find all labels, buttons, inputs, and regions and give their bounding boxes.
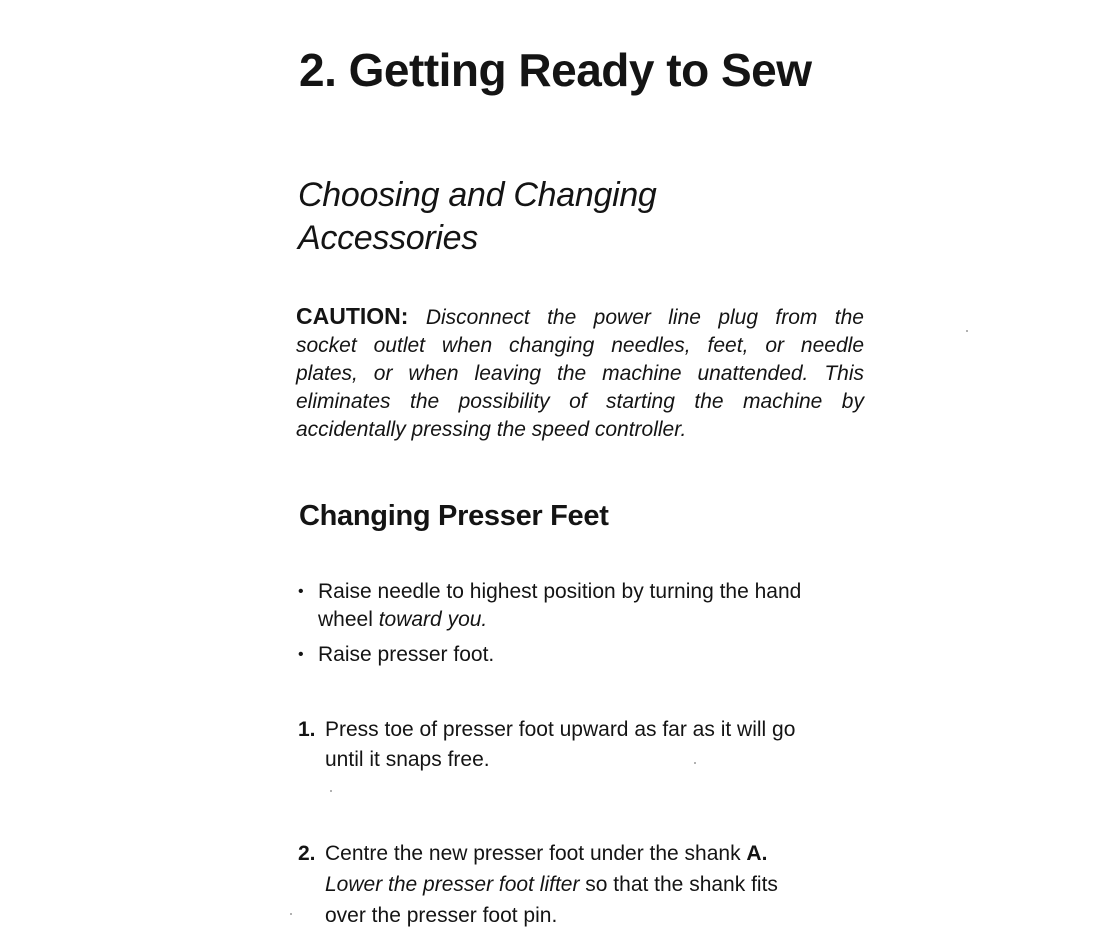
bullet-text-line: Raise presser foot.	[318, 643, 495, 666]
caution-line: accidentally pressing the speed controller.	[296, 418, 687, 441]
caution-line	[296, 302, 864, 332]
section-title	[298, 174, 657, 260]
scan-speck	[694, 762, 696, 764]
bullet-text-italic: toward you.	[378, 608, 488, 631]
bullet-item	[298, 641, 494, 669]
subsection-title: Changing Presser Feet	[299, 500, 609, 532]
caution-label: CAUTION:	[296, 303, 409, 329]
bullet-marker: •	[298, 583, 304, 600]
scan-speck	[290, 913, 292, 915]
step-number: 1.	[298, 718, 316, 741]
step-number: 2.	[298, 842, 316, 865]
step-text-line: Press toe of presser foot upward as far as it will go	[325, 718, 796, 741]
step-text-italic: Lower the presser foot lifter	[325, 873, 580, 896]
bullet-marker: •	[298, 646, 304, 663]
step-text-line	[298, 869, 778, 900]
step-text-plain: Centre the new presser foot under the shank	[325, 842, 747, 865]
bullet-text-plain: wheel	[318, 608, 379, 631]
shank-reference: A.	[746, 842, 768, 865]
caution-paragraph	[296, 302, 864, 444]
bullet-text-line	[298, 606, 801, 634]
step-text-line: over the presser foot pin.	[325, 904, 558, 927]
caution-line: eliminates the possibility of starting the machine by	[296, 390, 864, 413]
bullet-item	[298, 578, 801, 634]
bullet-text-line: Raise needle to highest position by turning the hand	[318, 580, 802, 603]
chapter-title: 2. Getting Ready to Sew	[299, 44, 812, 96]
step-item	[298, 715, 795, 775]
caution-line: plates, or when leaving the machine unattended. This	[296, 362, 864, 385]
step-text-line: until it snaps free.	[325, 748, 490, 771]
scan-speck	[966, 330, 968, 332]
section-title-line: Choosing and Changing	[298, 176, 657, 214]
scan-speck	[330, 790, 332, 792]
caution-text: Disconnect the power line plug from the	[425, 306, 864, 329]
section-title-line: Accessories	[298, 219, 478, 257]
step-text-line	[298, 838, 778, 869]
caution-line: socket outlet when changing needles, feet, or needle	[296, 334, 864, 357]
step-item	[298, 838, 778, 931]
step-text-plain: so that the shank fits	[579, 873, 778, 896]
